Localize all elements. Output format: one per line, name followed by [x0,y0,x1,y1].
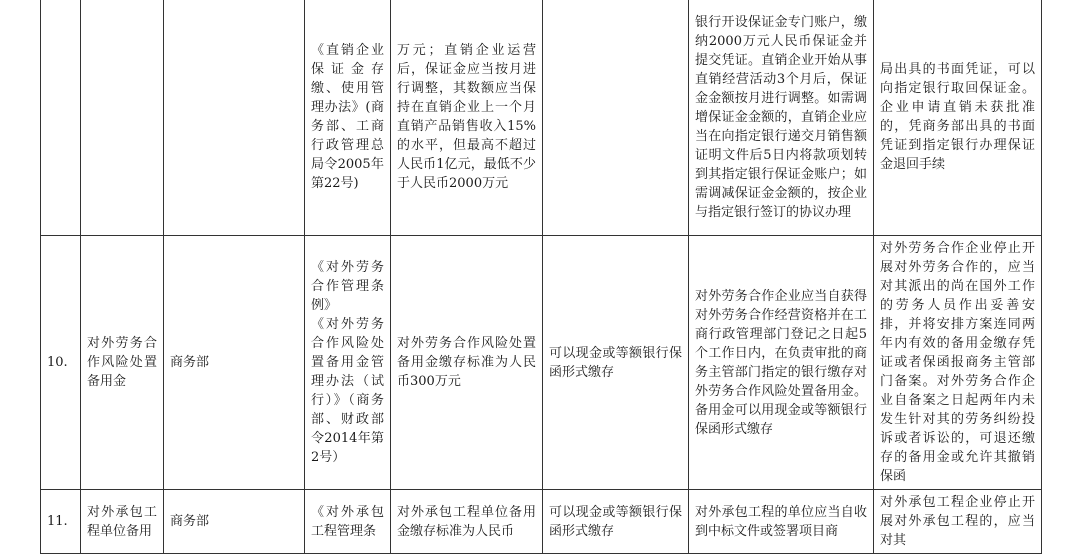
row-number: 11. [41,490,81,554]
deposit-method [543,0,689,236]
deposit-procedure: 对外承包工程的单位应当自收到中标文件或签署项目商 [689,490,874,554]
legal-basis: 《直销企业保证金存缴、使用管理办法》(商务部、工商行政管理总局令2005年第22号) [305,0,391,236]
deposit-standard: 对外劳务合作风险处置备用金缴存标准为人民币300万元 [391,236,543,490]
legal-basis-item: 《对外劳务合作管理条例》 [311,260,384,313]
return-procedure: 对外承包工程企业停止开展对外承包工程的，应当对其 [874,490,1042,554]
table-row [41,236,1042,490]
deposit-method: 可以现金或等额银行保函形式缴存 [543,236,689,490]
row-number [41,0,81,236]
deposit-standard: 万元；直销企业运营后，保证金应当按月进行调整，其数额应当保持在直销企业上一个月直销产品销售收入15%的水平，但最高不超过人民币1亿元，最低不少于人民币2000万元 [391,0,543,236]
table-row [41,490,1042,554]
return-procedure: 局出具的书面凭证，可以向指定银行取回保证金。企业申请直销未获批准的，凭商务部出具的书面凭证到指定银行办理保证金退回手续 [874,0,1042,236]
deposit-table [40,0,1042,554]
deposit-method: 可以现金或等额银行保函形式缴存 [543,490,689,554]
department: 商务部 [164,236,305,490]
department [164,0,305,236]
deposit-procedure: 对外劳务合作企业应当自获得对外劳务合作经营资格并在工商行政管理部门登记之日起5个工作日内，在负责审批的商务主管部门指定的银行缴存对外劳务合作风险处置备用金。备用金可以用现金或等额银行保函形式缴存 [689,236,874,490]
table-row [41,0,1042,236]
row-number: 10. [41,236,81,490]
return-procedure: 对外劳务合作企业停止开展对外劳务合作的，应当对其派出的尚在国外工作的劳务人员作出妥善安排，并将安排方案连同两年内有效的备用金缴存凭证或者保函报商务主管部门备案。对外劳务合作企业自备案之日起两年内未发生针对其的劳务纠纷投诉或者诉讼的，可退还缴存的备用金或允许其撤销保函 [874,236,1042,490]
legal-basis: 《对外承包工程管理条 [305,490,391,554]
deposit-standard: 对外承包工程单位备用金缴存标准为人民币 [391,490,543,554]
department: 商务部 [164,490,305,554]
deposit-name: 对外承包工程单位备用 [81,490,164,554]
legal-basis-item: 《对外劳务合作风险处置备用金管理办法（试行）》（商务部、财政部令2014年第2号） [311,317,384,465]
legal-basis [305,236,391,490]
deposit-procedure: 银行开设保证金专门账户，缴纳2000万元人民币保证金并提交凭证。直销企业开始从事直销经营活动3个月后，保证金金额按月进行调整。如需调增保证金金额的，直销企业应当在向指定银行递交月销售额证明文件后5日内将款项划转到其指定银行保证金账户；如需调减保证金金额的，按企业与指定银行签订的协议办理 [689,0,874,236]
deposit-name: 对外劳务合作风险处置备用金 [81,236,164,490]
deposit-name [81,0,164,236]
